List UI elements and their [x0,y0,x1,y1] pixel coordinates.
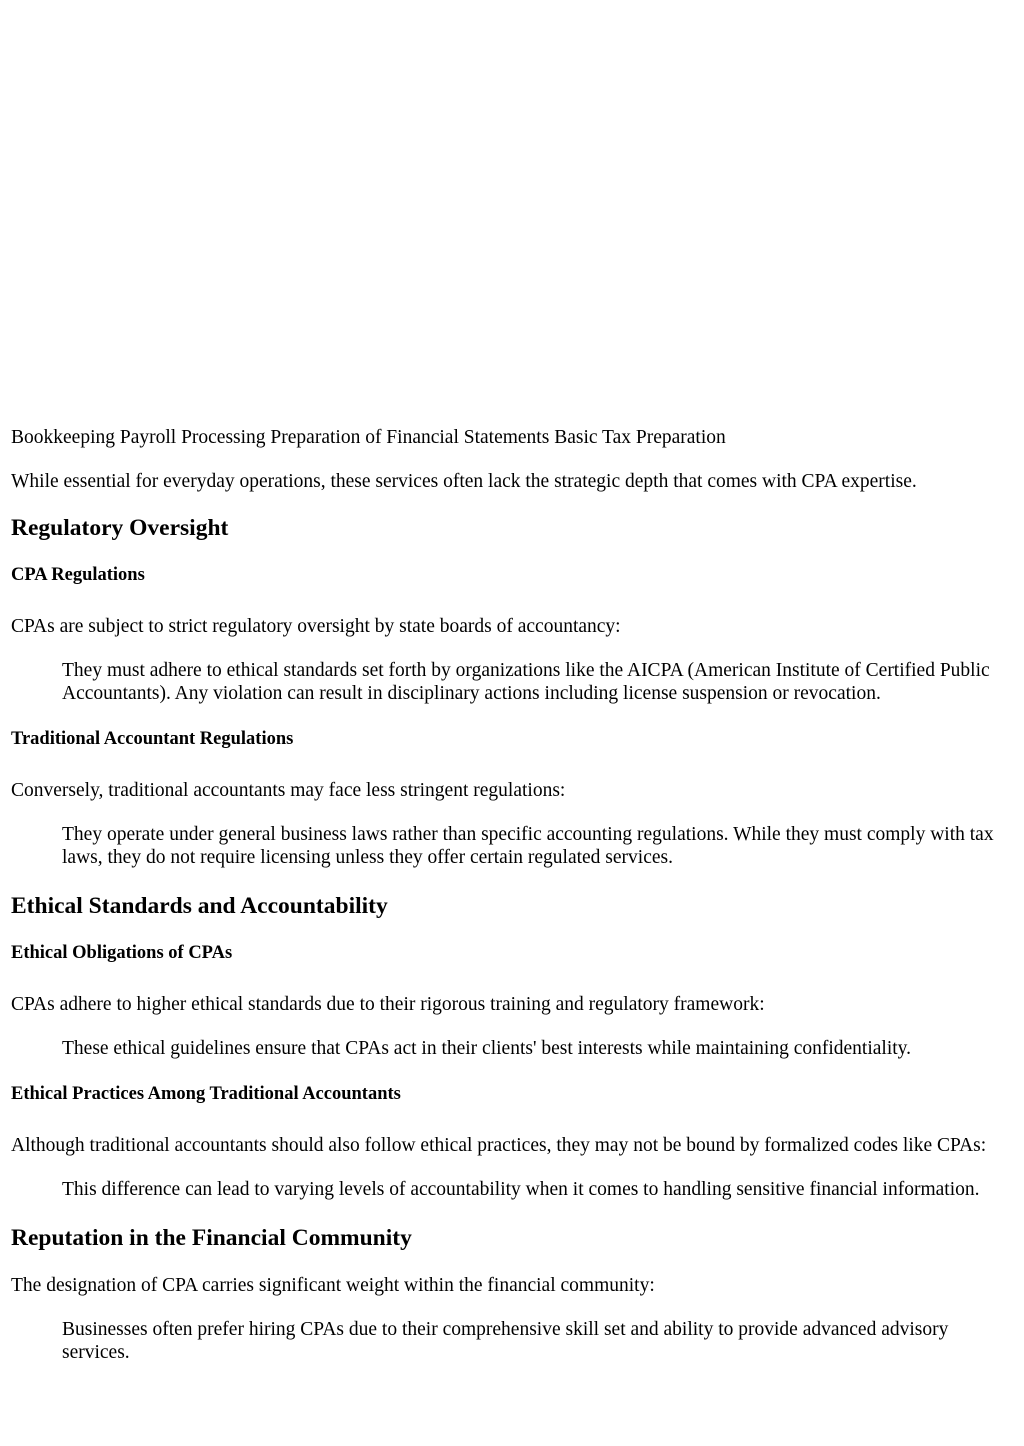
subheading-cpa-regulations: CPA Regulations [11,565,145,585]
ethical-practices-quote: This difference can lead to varying levels of accountability when it comes to handling sensitive financial information. [62,1179,980,1200]
subheading-traditional-accountant-regulations: Traditional Accountant Regulations [11,729,294,749]
section-heading-reputation: Reputation in the Financial Community [11,1225,412,1251]
subheading-ethical-obligations-cpas: Ethical Obligations of CPAs [11,943,233,963]
ethical-obligations-intro: CPAs adhere to higher ethical standards due to their rigorous training and regulatory framework: [11,994,765,1015]
ethical-obligations-quote: These ethical guidelines ensure that CPAs act in their clients' best interests while maintaining confidentiality. [62,1038,912,1059]
section-heading-ethical-standards: Ethical Standards and Accountability [11,893,388,919]
services-list-text: Bookkeeping Payroll Processing Preparation of Financial Statements Basic Tax Preparation [11,427,726,448]
subheading-ethical-practices-traditional: Ethical Practices Among Traditional Accountants [11,1084,401,1104]
ethical-practices-intro: Although traditional accountants should also follow ethical practices, they may not be bound by formalized codes like CPAs: [11,1135,987,1156]
reputation-intro: The designation of CPA carries significant weight within the financial community: [11,1275,655,1296]
article-body [11,426,1011,1387]
traditional-regulations-intro: Conversely, traditional accountants may face less stringent regulations: [11,780,566,801]
section-heading-regulatory-oversight: Regulatory Oversight [11,515,229,541]
reputation-quote: Businesses often prefer hiring CPAs due to their comprehensive skill set and ability to provide advanced advisory services. [62,1319,949,1363]
services-note: While essential for everyday operations, these services often lack the strategic depth that comes with CPA expertise. [11,471,917,492]
traditional-regulations-quote: They operate under general business laws rather than specific accounting regulations. While they must comply with tax laws, they do not require licensing unless they offer certain regulated services. [62,824,994,868]
cpa-regulations-intro: CPAs are subject to strict regulatory oversight by state boards of accountancy: [11,616,621,637]
cpa-regulations-quote: They must adhere to ethical standards set forth by organizations like the AICPA (American Institute of Certified Public Accountants). Any violation can result in disciplinary actions including license suspension or revocation. [62,660,990,704]
